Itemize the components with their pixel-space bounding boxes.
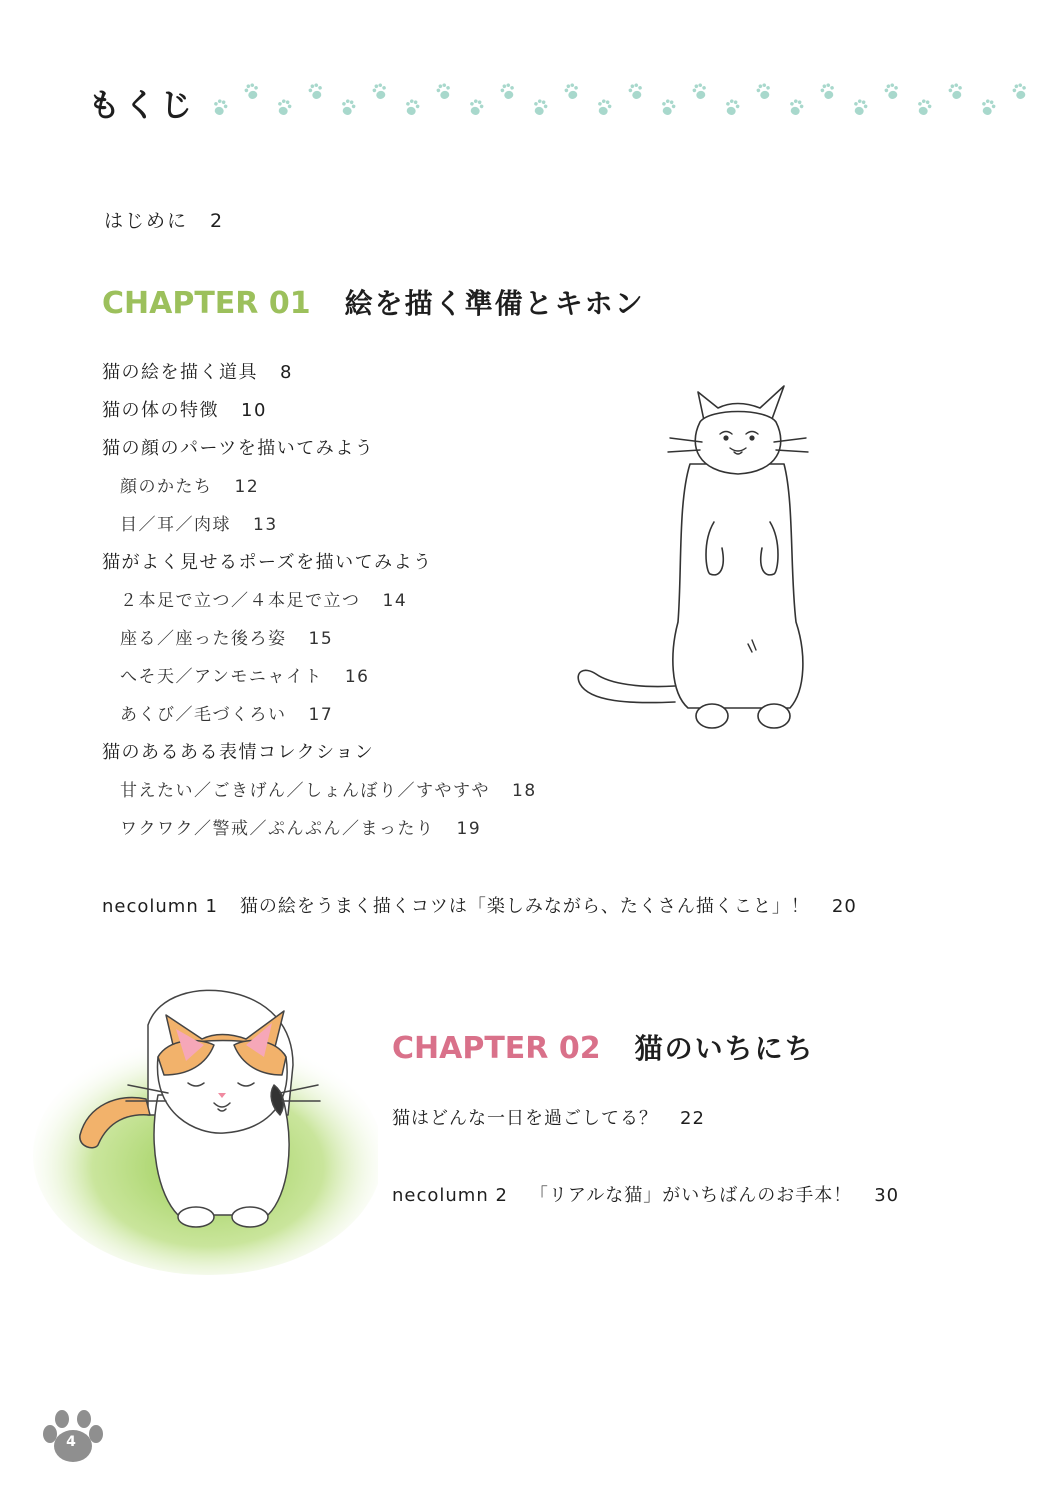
toc-item-label: あくび／毛づくろい (120, 705, 287, 725)
necolumn-1-label: necolumn 1 (102, 896, 218, 917)
toc-item-page: 17 (308, 705, 334, 725)
necolumn-2-page: 30 (874, 1185, 900, 1206)
chapter-01-title: 絵を描く準備とキホン (344, 287, 645, 320)
paw-print-icon (435, 82, 452, 100)
paw-print-icon (627, 82, 644, 100)
paw-print-icon (660, 98, 677, 116)
necolumn-1-entry[interactable] (102, 892, 857, 918)
paw-print-icon (499, 82, 516, 100)
toc-item[interactable] (102, 738, 537, 776)
toc-item-page: 8 (280, 362, 293, 383)
toc-item-label: 顔のかたち (120, 477, 213, 497)
paw-print-icon (371, 82, 388, 100)
toc-item[interactable] (102, 586, 537, 624)
toc-item-page: 19 (456, 819, 482, 839)
toc-item-label: 猫の顔のパーツを描いてみよう (102, 438, 375, 459)
toc-item-page: 14 (382, 591, 408, 611)
toc-item-label: へそ天／アンモニャイト (120, 667, 323, 687)
toc-item-page: 22 (680, 1108, 705, 1129)
toc-item[interactable] (102, 776, 537, 814)
toc-item-page: 16 (344, 667, 370, 687)
toc-item-label: 猫の絵を描く道具 (102, 362, 258, 383)
toc-item-label: 猫のあるある表情コレクション (102, 742, 375, 763)
necolumn-2-label: necolumn 2 (392, 1185, 508, 1206)
toc-item-page: 12 (234, 477, 260, 497)
paw-print-icon (307, 82, 324, 100)
necolumn-1-title: 猫の絵をうまく描くコツは「楽しみながら、たくさん描くこと」！ (239, 896, 810, 917)
toc-item-page: 15 (308, 629, 334, 649)
paw-print-icon (883, 82, 900, 100)
paw-print-icon (724, 98, 741, 116)
toc-item-label: 甘えたい／ごきげん／しょんぼり／すやすや (120, 781, 490, 801)
chapter-02-title: 猫のいちにち (634, 1032, 815, 1065)
chapter-01-label: CHAPTER 01 (102, 286, 311, 321)
toc-item-label: ワクワク／警戒／ぷんぷん／まったり (120, 819, 435, 839)
chapter-02-label: CHAPTER 02 (392, 1031, 601, 1066)
paw-print-icon (755, 82, 772, 100)
toc-item-label: 座る／座った後ろ姿 (120, 629, 287, 649)
paw-print-icon (212, 98, 229, 116)
paw-print-icon (563, 82, 580, 100)
paw-print-icon (276, 98, 293, 116)
chapter-01-heading[interactable] (102, 282, 645, 322)
paw-print-icon (852, 98, 869, 116)
toc-item[interactable] (102, 814, 537, 852)
toc-intro-page: 2 (210, 210, 225, 232)
necolumn-2-entry[interactable] (392, 1181, 899, 1207)
toc-item-page: 18 (512, 781, 537, 801)
toc-intro-entry[interactable] (104, 206, 224, 233)
chapter-01-toc-list (102, 358, 537, 852)
toc-item-label: 猫の体の特徴 (102, 400, 219, 421)
toc-item-label: 猫がよく見せるポーズを描いてみよう (102, 552, 433, 573)
toc-item[interactable] (102, 624, 537, 662)
toc-item[interactable] (102, 396, 537, 434)
standing-cat-illustration (570, 372, 820, 742)
necolumn-1-page: 20 (831, 896, 857, 917)
paw-print-icon (980, 98, 997, 116)
toc-item-page: 13 (253, 515, 278, 535)
paw-print-icon (404, 98, 421, 116)
paw-print-icon (340, 98, 357, 116)
paw-trail-decoration (210, 78, 1040, 128)
necolumn-2-title: 「リアルな猫」がいちばんのお手本！ (529, 1185, 853, 1206)
toc-item[interactable] (102, 548, 537, 586)
paw-print-icon (1011, 82, 1028, 100)
toc-intro-label: はじめに (104, 210, 189, 232)
paw-print-icon (788, 98, 805, 116)
toc-item[interactable] (102, 700, 537, 738)
sleeping-calico-cat-illustration (18, 965, 378, 1285)
paw-print-icon (468, 98, 485, 116)
chapter-02-heading[interactable] (392, 1027, 815, 1067)
toc-item[interactable] (102, 510, 537, 548)
toc-item-page: 10 (241, 400, 267, 421)
paw-print-icon (532, 98, 549, 116)
page-number: 4 (66, 1434, 76, 1450)
paw-print-icon (596, 98, 613, 116)
toc-item[interactable] (102, 662, 537, 700)
paw-print-icon (243, 82, 260, 100)
toc-item-label: ２本足で立つ／４本足で立つ (120, 591, 361, 611)
toc-item-label: 猫はどんな一日を過ごしてる？ (392, 1108, 658, 1129)
paw-print-icon (916, 98, 933, 116)
toc-item[interactable] (102, 472, 537, 510)
paw-print-icon (819, 82, 836, 100)
paw-print-icon (691, 82, 708, 100)
page-title: もくじ (88, 86, 197, 124)
paw-print-icon (947, 82, 964, 100)
toc-item[interactable] (102, 358, 537, 396)
chapter-02-toc-entry[interactable] (392, 1104, 705, 1130)
toc-item[interactable] (102, 434, 537, 472)
toc-item-label: 目／耳／肉球 (120, 515, 231, 535)
